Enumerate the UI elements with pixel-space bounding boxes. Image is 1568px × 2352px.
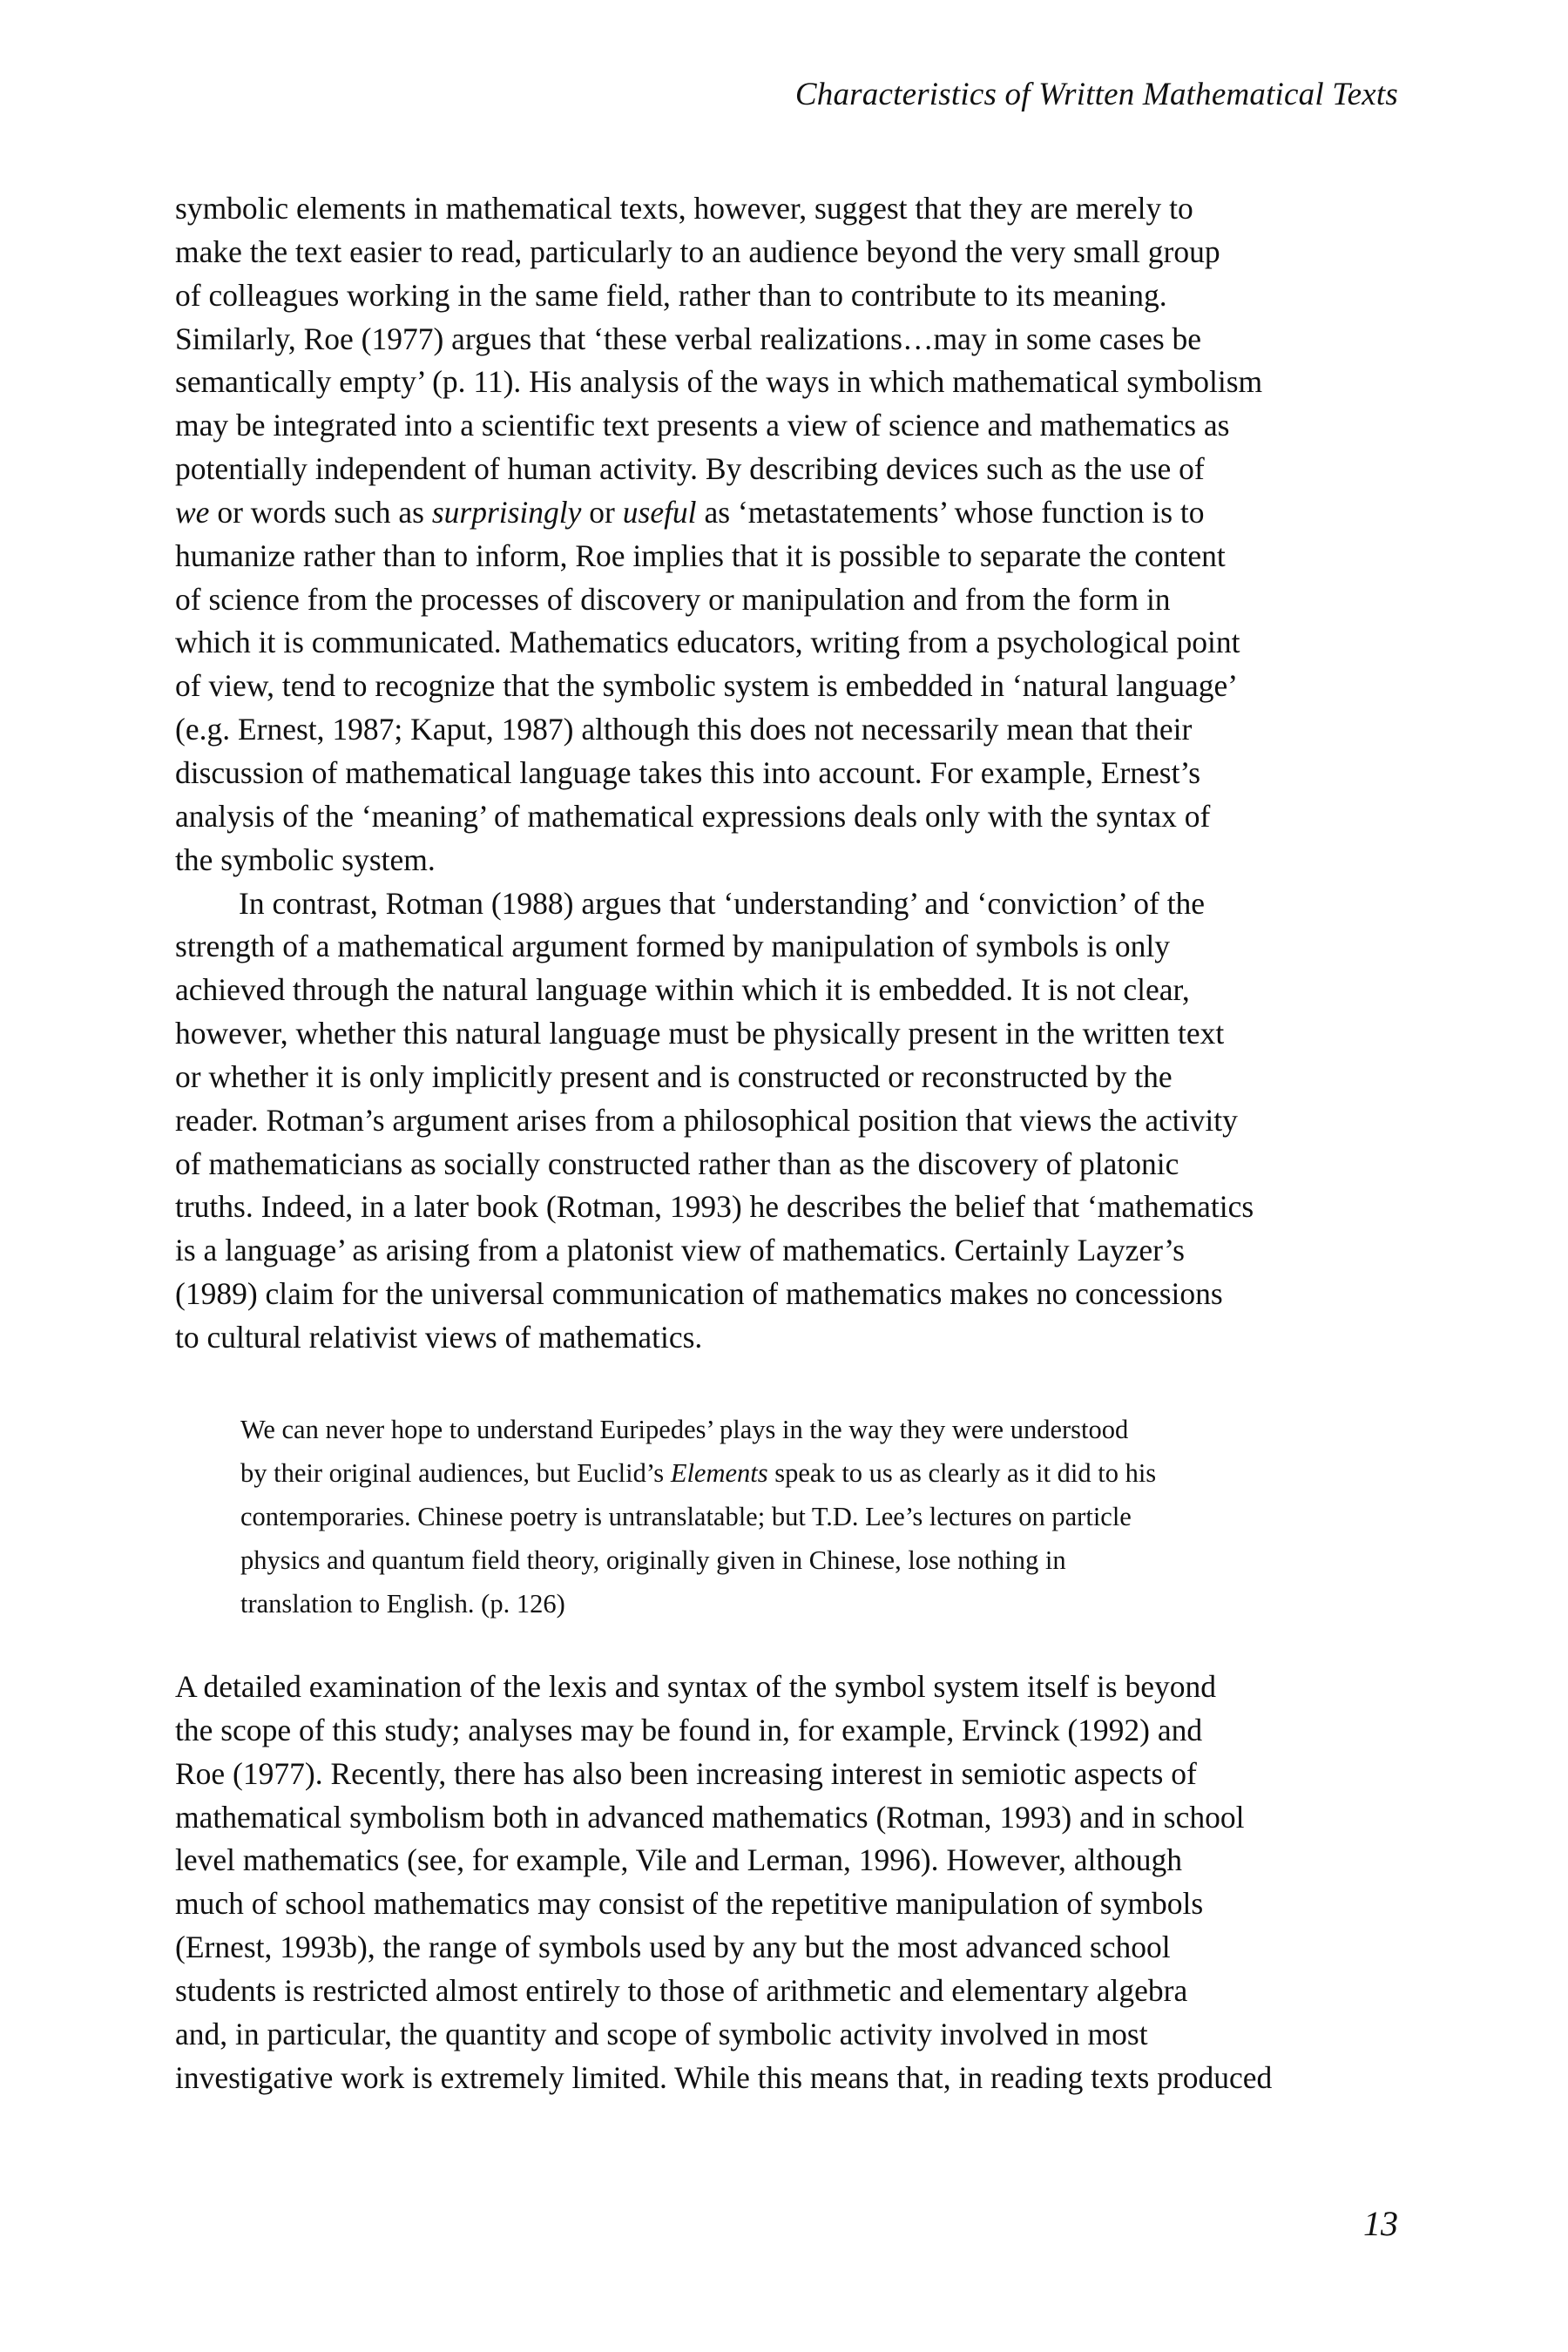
text-run: (1989) claim for the universal communication of mathematics makes no concessions bbox=[175, 1276, 1223, 1312]
text-run: (Ernest, 1993b), the range of symbols used by any but the most advanced school bbox=[175, 1930, 1171, 1965]
body-line bbox=[175, 274, 1398, 318]
text-run: of science from the processes of discovery or manipulation and from the form in bbox=[175, 581, 1171, 617]
body-line bbox=[175, 1099, 1398, 1143]
text-run: symbolic elements in mathematical texts, however, suggest that they are merely to bbox=[175, 191, 1193, 226]
text-run: to cultural relativist views of mathematics. bbox=[175, 1319, 703, 1355]
body-line bbox=[175, 1316, 1398, 1360]
text-run: translation to English. (p. 126) bbox=[240, 1589, 565, 1619]
body-line bbox=[175, 1273, 1398, 1316]
body-line bbox=[175, 1056, 1398, 1099]
text-run: semantically empty’ (p. 11). His analysis of the ways in which mathematical symbolism bbox=[175, 364, 1263, 400]
body-line bbox=[175, 404, 1398, 448]
body-line bbox=[175, 1753, 1398, 1796]
italic-term: we bbox=[175, 494, 210, 530]
body-line bbox=[175, 882, 1398, 926]
text-run: of mathematicians as socially constructed rather than as the discovery of platonic bbox=[175, 1146, 1179, 1181]
body-line bbox=[175, 491, 1398, 535]
text-run: investigative work is extremely limited. While this means that, in reading texts produced bbox=[175, 2059, 1273, 2095]
block-quote bbox=[240, 1408, 1333, 1625]
closing-paragraph bbox=[175, 1666, 1398, 2099]
body-line bbox=[175, 1796, 1398, 1840]
main-body-text bbox=[175, 187, 1398, 1360]
body-line bbox=[175, 665, 1398, 708]
text-run: (e.g. Ernest, 1987; Kaput, 1987) although this does not necessarily mean that their bbox=[175, 712, 1193, 747]
quote-line bbox=[240, 1582, 1333, 1625]
text-run: potentially independent of human activity. By describing devices such as the use of bbox=[175, 451, 1205, 487]
body-line bbox=[175, 1839, 1398, 1882]
text-run: reader. Rotman’s argument arises from a philosophical position that views the activity bbox=[175, 1102, 1238, 1138]
text-run: or words such as bbox=[209, 494, 432, 530]
body-line bbox=[175, 1012, 1398, 1056]
text-run: A detailed examination of the lexis and syntax of the symbol system itself is beyond bbox=[175, 1669, 1216, 1704]
body-line bbox=[175, 187, 1398, 231]
text-run: of view, tend to recognize that the symbolic system is embedded in ‘natural language’ bbox=[175, 668, 1239, 704]
page-number: 13 bbox=[1363, 2204, 1398, 2243]
text-run: mathematical symbolism both in advanced mathematics (Rotman, 1993) and in school bbox=[175, 1799, 1245, 1835]
body-line bbox=[175, 1186, 1398, 1229]
text-run: speak to us as clearly as it did to his bbox=[767, 1458, 1157, 1488]
body-line bbox=[175, 1143, 1398, 1186]
body-line bbox=[175, 578, 1398, 622]
body-line bbox=[175, 1229, 1398, 1273]
body-line bbox=[175, 839, 1398, 882]
text-run: students is restricted almost entirely to those of arithmetic and elementary algebra bbox=[175, 1972, 1188, 2008]
body-line bbox=[175, 535, 1398, 578]
body-line bbox=[175, 752, 1398, 795]
quote-line bbox=[240, 1451, 1333, 1495]
body-line bbox=[175, 1926, 1398, 1970]
text-run: In contrast, Rotman (1988) argues that ‘understanding’ and ‘conviction’ of the bbox=[239, 885, 1206, 921]
text-run: or whether it is only implicitly present and is constructed or reconstructed by the bbox=[175, 1058, 1173, 1094]
body-line bbox=[175, 925, 1398, 969]
body-line bbox=[175, 2057, 1398, 2100]
text-run: much of school mathematics may consist of the repetitive manipulation of symbols bbox=[175, 1886, 1204, 1922]
text-run: achieved through the natural language within which it is embedded. It is not clear, bbox=[175, 972, 1190, 1008]
text-run: analysis of the ‘meaning’ of mathematical expressions deals only with the syntax of bbox=[175, 798, 1211, 834]
text-run: strength of a mathematical argument formed by manipulation of symbols is only bbox=[175, 929, 1171, 964]
text-run: humanize rather than to inform, Roe implies that it is possible to separate the content bbox=[175, 537, 1226, 573]
italic-term: surprisingly bbox=[431, 494, 582, 530]
italic-term: Elements bbox=[670, 1458, 768, 1488]
body-line bbox=[175, 795, 1398, 839]
text-run: Similarly, Roe (1977) argues that ‘these verbal realizations…may in some cases be bbox=[175, 321, 1202, 356]
text-run: the scope of this study; analyses may be found in, for example, Ervinck (1992) and bbox=[175, 1712, 1203, 1747]
body-line bbox=[175, 621, 1398, 665]
text-run: physics and quantum field theory, originally given in Chinese, lose nothing in bbox=[240, 1545, 1066, 1575]
quote-line bbox=[240, 1408, 1333, 1451]
text-run: may be integrated into a scientific text presents a view of science and mathematics as bbox=[175, 408, 1230, 443]
body-line bbox=[175, 361, 1398, 404]
text-run: by their original audiences, but Euclid’s bbox=[240, 1458, 671, 1488]
text-run: level mathematics (see, for example, Vile and Lerman, 1996). However, although bbox=[175, 1842, 1183, 1878]
body-line bbox=[175, 318, 1398, 362]
text-run: of colleagues working in the same field, rather than to contribute to its meaning. bbox=[175, 277, 1167, 313]
text-run: as ‘metastatements’ whose function is to bbox=[696, 494, 1205, 530]
body-line bbox=[175, 1970, 1398, 2013]
body-line bbox=[175, 448, 1398, 491]
body-line bbox=[175, 969, 1398, 1012]
body-line bbox=[175, 1709, 1398, 1753]
text-run: is a language’ as arising from a platonist view of mathematics. Certainly Layzer’s bbox=[175, 1233, 1185, 1268]
body-line bbox=[175, 1666, 1398, 1709]
text-run: contemporaries. Chinese poetry is untranslatable; but T.D. Lee’s lectures on particle bbox=[240, 1502, 1132, 1531]
text-run: which it is communicated. Mathematics educators, writing from a psychological point bbox=[175, 625, 1240, 660]
text-run: truths. Indeed, in a later book (Rotman, 1993) he describes the belief that ‘mathematics bbox=[175, 1189, 1254, 1225]
text-run: or bbox=[581, 494, 623, 530]
text-run: and, in particular, the quantity and scope of symbolic activity involved in most bbox=[175, 2016, 1148, 2051]
italic-term: useful bbox=[622, 494, 697, 530]
text-run: We can never hope to understand Euripedes’ plays in the way they were understood bbox=[240, 1415, 1129, 1444]
text-run: the symbolic system. bbox=[175, 841, 436, 877]
text-run: however, whether this natural language must be physically present in the written text bbox=[175, 1016, 1225, 1051]
quote-line bbox=[240, 1495, 1333, 1538]
text-run: Roe (1977). Recently, there has also been increasing interest in semiotic aspects of bbox=[175, 1755, 1197, 1791]
body-line bbox=[175, 231, 1398, 274]
text-run: discussion of mathematical language takes this into account. For example, Ernest’s bbox=[175, 754, 1201, 790]
body-line bbox=[175, 2013, 1398, 2057]
body-line bbox=[175, 708, 1398, 752]
quote-line bbox=[240, 1538, 1333, 1582]
text-run: make the text easier to read, particularly to an audience beyond the very small group bbox=[175, 233, 1220, 269]
running-head-title: Characteristics of Written Mathematical Texts bbox=[794, 77, 1398, 112]
body-line bbox=[175, 1882, 1398, 1926]
